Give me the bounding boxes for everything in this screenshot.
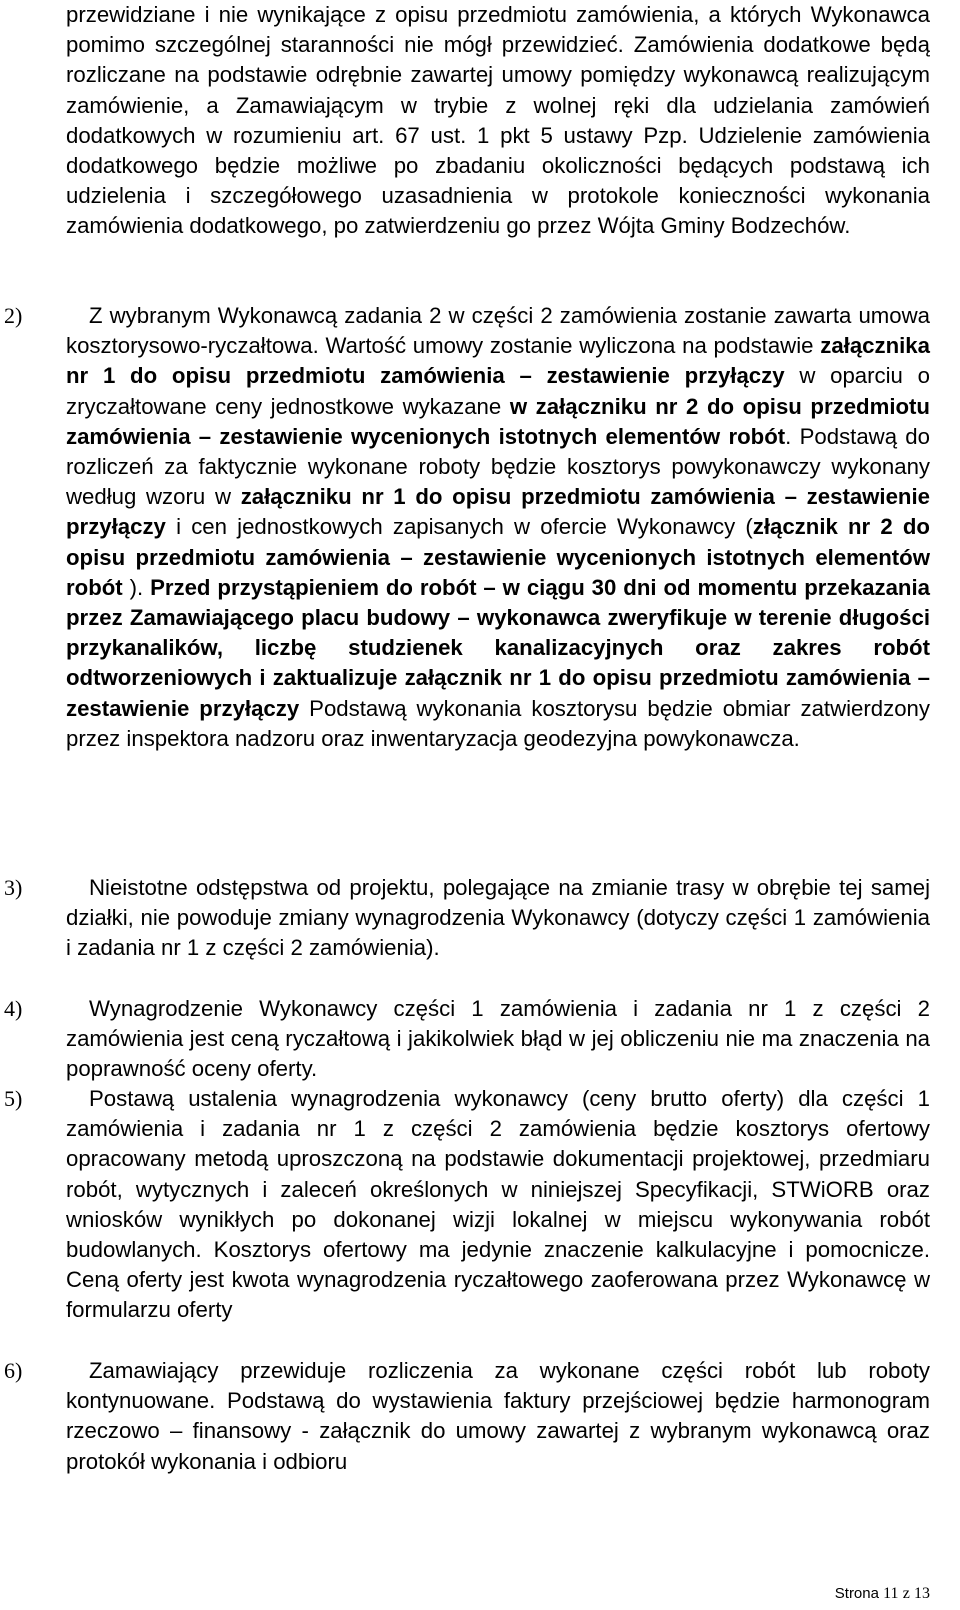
bold-instruction: Przed przystąpieniem do robót – w ciągu 30 dni od momentu przekazania przez Zamawiającego placu budowy – wykonawca zweryfikuje w terenie długości przykanalików, liczbę studzienek kanalizacyjnych oraz zakres robót odtworzeniowych i zaktualizuje załącznik nr 1 do opisu przedmiotu zamówienia – zestawienie przyłączy [66, 574, 930, 721]
list-item-4 [66, 994, 930, 1085]
paragraph-text: w oparciu o zryczałtowane ceny jednostkowe wykazane [66, 363, 930, 419]
list-number: 5) [4, 1086, 23, 1111]
bold-reference: złącznik nr 2 do opisu przedmiotu zamówienia – zestawienie wycenionych istotnych elementów robót [66, 514, 930, 600]
list-item-3 [66, 873, 930, 964]
list-number: 3) [4, 875, 23, 900]
page-total: 13 [914, 1585, 930, 1602]
page-number: 11 [883, 1585, 899, 1602]
page-footer [835, 1585, 930, 1603]
list-number: 2) [4, 303, 23, 328]
paragraph-text: . Podstawą do rozliczeń za faktycznie wykonane roboty będzie kosztorys powykonawczy wykonany według wzoru w [66, 423, 930, 510]
paragraph-text: Z wybranym Wykonawcą zadania 2 w części 2 zamówienia zostanie zawarta umowa kosztorysowo-ryczałtowa. Wartość umowy zostanie wyliczona na podstawie [66, 303, 930, 359]
paragraph-text: i cen jednostkowych zapisanych w ofercie Wykonawcy ( [165, 514, 753, 540]
list-number: 6) [4, 1358, 23, 1383]
page-separator: z [902, 1585, 910, 1602]
bold-reference: w załączniku nr 2 do opisu przedmiotu zamówienia – zestawienie wycenionych istotnych elementów robót [66, 393, 930, 449]
paragraph-text: przewidziane i nie wynikające z opisu przedmiotu zamówienia, a których Wykonawca pomimo szczególnej staranności nie mógł przewidzieć. Zamówienia dodatkowe będą rozliczane na podstawie odrębnie zawartej umowy pomiędzy wykonawcą realizującym zamówienie, a Zamawiającym w trybie z wolnej ręki dla udzielania zamówień dodatkowych w rozumieniu art. 67 ust. 1 pkt 5 ustawy Pzp. Udzielenie zamówienia dodatkowego będzie możliwe po zbadaniu okoliczności będących podstawą ich udzielenia i szczegółowego uzasadnienia w protokole konieczności wykonania zamówienia dodatkowego, po zatwierdzeniu go przez Wójta Gminy Bodzechów. [66, 2, 930, 239]
paragraph-text: Postawą ustalenia wynagrodzenia wykonawcy (ceny brutto oferty) dla części 1 zamówienia i zadania nr 1 z części 2 zamówienia będzie kosztorys ofertowy opracowany metodą uproszczoną na podstawie dokumentacji projektowej, przedmiaru robót, wytycznych i zaleceń określonych w niniejszej Specyfikacji, STWiORB oraz wniosków wynikłych po dokonanej wizji lokalnej w miejscu wykonywania robót budowlanych. Kosztorys ofertowy ma jedynie znaczenie kalkulacyjne i pomocnicze. Ceną oferty jest kwota wynagrodzenia ryczałtowego zaoferowana przez Wykonawcę w formularzu oferty [66, 1086, 930, 1323]
list-item-6 [66, 1356, 930, 1477]
paragraph-text: Zamawiający przewiduje rozliczenia za wykonane części robót lub roboty kontynuowane. Podstawą do wystawienia faktury przejściowej będzie harmonogram rzeczowo – finansowy - załącznik do umowy zawartej z wybranym wykonawcą oraz protokół wykonania i odbioru [66, 1358, 930, 1474]
paragraph-text: Nieistotne odstępstwa od projektu, polegające na zmianie trasy w obrębie tej samej działki, nie powoduje zmiany wynagrodzenia Wykonawcy (dotyczy części 1 zamówienia i zadania nr 1 z części 2 zamówienia). [66, 875, 930, 961]
paragraph-text: Wynagrodzenie Wykonawcy części 1 zamówienia i zadania nr 1 z części 2 zamówienia jest ceną ryczałtową i jakikolwiek błąd w jej obliczeniu nie ma znaczenia na poprawność oceny oferty. [66, 996, 930, 1082]
paragraph-text: ). [122, 574, 151, 600]
paragraph-text: Podstawą wykonania kosztorysu będzie obmiar zatwierdzony przez inspektora nadzoru oraz inwentaryzacja geodezyjna powykonawcza. [66, 695, 930, 751]
list-item-5 [66, 1084, 930, 1326]
bold-reference: załączniku nr 1 do opisu przedmiotu zamówienia – zestawienie przyłączy [66, 484, 930, 540]
list-item-2 [66, 301, 930, 754]
paragraph-continuation [66, 0, 930, 242]
bold-reference: załącznika nr 1 do opisu przedmiotu zamówienia – zestawienie przyłączy [66, 333, 930, 389]
list-number: 4) [4, 996, 23, 1021]
footer-label: Strona [834, 1585, 879, 1602]
